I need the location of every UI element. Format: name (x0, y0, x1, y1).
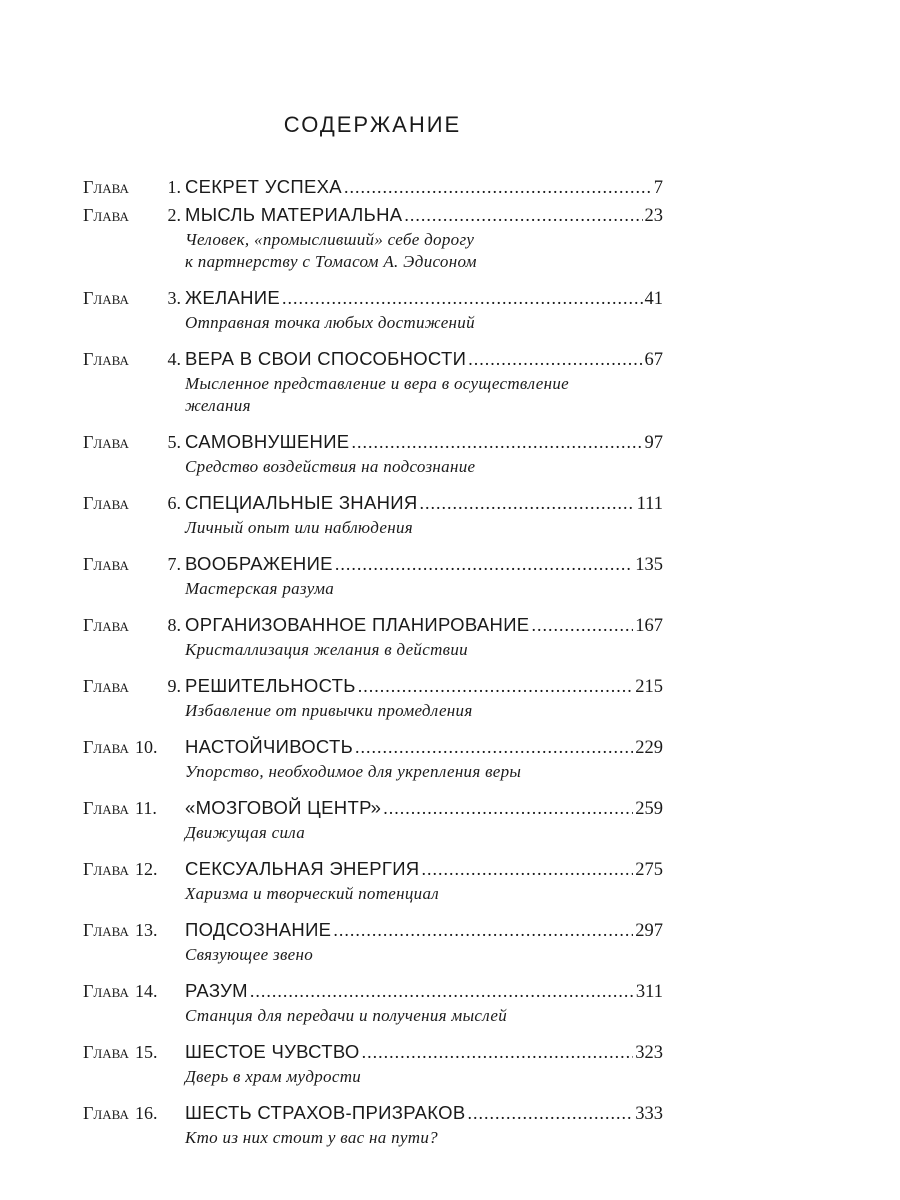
page-number[interactable]: 135 (635, 555, 663, 575)
toc-entry-chapter-10[interactable] (83, 733, 663, 783)
chapter-label: Глава (83, 615, 129, 635)
dot-leader (421, 855, 633, 883)
chapter-title[interactable]: ШЕСТЬ СТРАХОВ-ПРИЗРАКОВ (185, 1102, 466, 1123)
chapter-title[interactable]: САМОВНУШЕНИЕ (185, 431, 350, 452)
chapter-number: 12. (135, 859, 158, 879)
page-number[interactable]: 97 (644, 433, 663, 453)
chapter-title[interactable]: ПОДСОЗНАНИЕ (185, 919, 332, 940)
page-number[interactable]: 215 (635, 677, 663, 697)
page-number[interactable]: 67 (644, 350, 663, 370)
toc-entry-chapter-16[interactable] (83, 1099, 663, 1149)
chapter-label: Глава (83, 432, 129, 452)
toc-entry-chapter-7[interactable] (83, 550, 663, 600)
chapter-title[interactable]: ЖЕЛАНИЕ (185, 287, 280, 308)
chapter-subtitle: Кристаллизация желания в действии (185, 640, 468, 659)
page-number[interactable]: 333 (635, 1104, 663, 1124)
chapter-number: 7. (167, 554, 181, 574)
chapter-number: 3. (167, 288, 181, 308)
chapter-number: 6. (167, 493, 181, 513)
page-number[interactable]: 311 (635, 982, 663, 1002)
chapter-number: 16. (135, 1103, 158, 1123)
dot-leader (531, 611, 633, 639)
dot-leader (333, 916, 633, 944)
toc-entry-chapter-8[interactable] (83, 611, 663, 661)
chapter-label: Глава (83, 349, 129, 369)
chapter-subtitle: Отправная точка любых достижений (185, 313, 475, 332)
toc-entry-chapter-15[interactable] (83, 1038, 663, 1088)
page-number[interactable]: 167 (635, 616, 663, 636)
page-number[interactable]: 323 (635, 1043, 663, 1063)
chapter-subtitle: Мастерская разума (185, 579, 335, 598)
chapter-title[interactable]: ВООБРАЖЕНИЕ (185, 553, 333, 574)
chapter-subtitle: желания (185, 396, 251, 415)
toc-entry-chapter-6[interactable] (83, 489, 663, 539)
toc-entry-chapter-12[interactable] (83, 855, 663, 905)
toc-entry-chapter-5[interactable] (83, 428, 663, 478)
chapter-label: Глава (83, 1042, 129, 1062)
chapter-label: Глава (83, 177, 129, 197)
chapter-label: Глава (83, 981, 129, 1001)
page-number[interactable]: 23 (644, 206, 663, 226)
chapter-number: 5. (167, 432, 181, 452)
chapter-subtitle: Упорство, необходимое для укрепления веры (185, 762, 522, 781)
chapter-number: 11. (135, 798, 157, 818)
dot-leader (420, 489, 635, 517)
dot-leader (282, 284, 643, 312)
page-number[interactable]: 41 (644, 289, 663, 309)
toc-entry-chapter-9[interactable] (83, 672, 663, 722)
chapter-title[interactable]: СПЕЦИАЛЬНЫЕ ЗНАНИЯ (185, 492, 418, 513)
dot-leader (358, 672, 634, 700)
chapter-label: Глава (83, 798, 129, 818)
chapter-title[interactable]: СЕКСУАЛЬНАЯ ЭНЕРГИЯ (185, 858, 420, 879)
dot-leader (335, 550, 633, 578)
chapter-title[interactable]: НАСТОЙЧИВОСТЬ (185, 736, 354, 757)
page-number[interactable]: 297 (635, 921, 663, 941)
chapter-title[interactable]: «МОЗГОВОЙ ЦЕНТР» (185, 797, 382, 818)
chapter-subtitle: Кто из них стоит у вас на пути? (185, 1128, 438, 1147)
chapter-subtitle: Человек, «промысливший» себе дорогу (185, 230, 475, 249)
chapter-title[interactable]: МЫСЛЬ МАТЕРИАЛЬНА (185, 204, 403, 225)
chapter-label: Глава (83, 493, 129, 513)
chapter-subtitle: Средство воздействия на подсознание (185, 457, 476, 476)
chapter-number: 9. (167, 676, 181, 696)
chapter-number: 8. (167, 615, 181, 635)
chapter-label: Глава (83, 737, 129, 757)
chapter-subtitle: Связующее звено (185, 945, 314, 964)
chapter-number: 13. (135, 920, 158, 940)
chapter-number: 10. (135, 737, 158, 757)
chapter-subtitle: Дверь в храм мудрости (185, 1067, 362, 1086)
dot-leader (344, 173, 652, 201)
page-number[interactable]: 275 (635, 860, 663, 880)
chapter-number: 4. (167, 349, 181, 369)
dot-leader (467, 1099, 633, 1127)
toc-entry-chapter-11[interactable] (83, 794, 663, 844)
chapter-label: Глава (83, 205, 129, 225)
chapter-label: Глава (83, 1103, 129, 1123)
chapter-label: Глава (83, 288, 129, 308)
dot-leader (250, 977, 634, 1005)
toc-entry-chapter-4[interactable] (83, 345, 663, 417)
toc-entry-chapter-3[interactable] (83, 284, 663, 334)
chapter-label: Глава (83, 676, 129, 696)
chapter-label: Глава (83, 920, 129, 940)
toc-entry-chapter-2[interactable] (83, 201, 663, 273)
toc-entry-chapter-13[interactable] (83, 916, 663, 966)
chapter-title[interactable]: ВЕРА В СВОИ СПОСОБНОСТИ (185, 348, 467, 369)
page-number[interactable]: 229 (635, 738, 663, 758)
chapter-subtitle: Харизма и творческий потенциал (185, 884, 439, 903)
toc-entry-chapter-1[interactable] (83, 173, 663, 201)
chapter-subtitle: Мысленное представление и вера в осуществление (185, 374, 569, 393)
chapter-number: 15. (135, 1042, 158, 1062)
chapter-label: Глава (83, 859, 129, 879)
chapter-title[interactable]: РАЗУМ (185, 980, 248, 1001)
page-number[interactable]: 7 (653, 178, 663, 198)
chapter-subtitle: Избавление от привычки промедления (185, 701, 473, 720)
chapter-title[interactable]: РЕШИТЕЛЬНОСТЬ (185, 675, 356, 696)
chapter-subtitle: Личный опыт или наблюдения (185, 518, 413, 537)
chapter-subtitle: к партнерству с Томасом А. Эдисоном (185, 252, 477, 271)
dot-leader (351, 428, 642, 456)
page-title: СОДЕРЖАНИЕ (283, 112, 462, 137)
chapter-label: Глава (83, 554, 129, 574)
chapter-number: 2. (167, 205, 181, 225)
dot-leader (355, 733, 633, 761)
chapter-title[interactable]: ОРГАНИЗОВАННОЕ ПЛАНИРОВАНИЕ (185, 614, 530, 635)
dot-leader (362, 1038, 634, 1066)
dot-leader (468, 345, 642, 373)
chapter-number: 1. (167, 177, 181, 197)
page-number[interactable]: 111 (636, 494, 663, 514)
dot-leader (383, 794, 633, 822)
table-of-contents (83, 173, 663, 1149)
chapter-subtitle: Движущая сила (185, 823, 306, 842)
chapter-subtitle: Станция для передачи и получения мыслей (185, 1006, 508, 1025)
chapter-title[interactable]: СЕКРЕТ УСПЕХА (185, 176, 342, 197)
page-number[interactable]: 259 (635, 799, 663, 819)
chapter-title[interactable]: ШЕСТОЕ ЧУВСТВО (185, 1041, 360, 1062)
chapter-number: 14. (135, 981, 158, 1001)
dot-leader (404, 201, 642, 229)
toc-entry-chapter-14[interactable] (83, 977, 663, 1027)
